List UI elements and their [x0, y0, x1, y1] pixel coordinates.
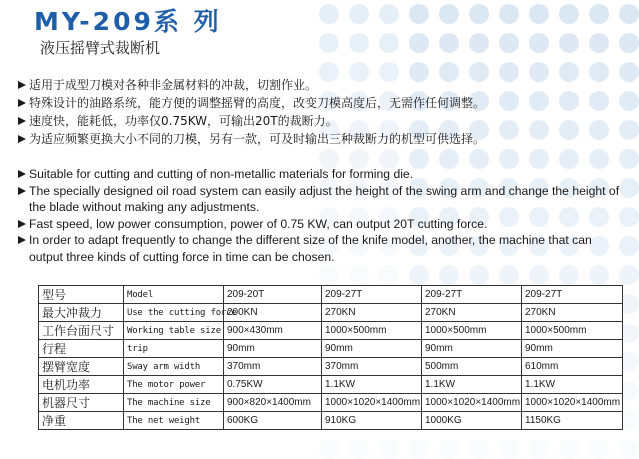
spec-label-cn: 摆臂宽度 [39, 358, 124, 376]
spec-label-cn: 行程 [39, 340, 124, 358]
spec-label-cn: 型号 [39, 286, 124, 304]
decorative-dot [469, 33, 489, 53]
english-feature-item: Fast speed, low power consumption, power of 0.75 KW, can output 20T cutting force. [18, 216, 628, 233]
decorative-dot [589, 4, 609, 24]
spec-value: 209-27T [522, 286, 623, 304]
spec-value: 1.1KW [322, 376, 422, 394]
spec-table-body [39, 286, 623, 430]
spec-value: 370mm [322, 358, 422, 376]
spec-value: 1.1KW [422, 376, 522, 394]
table-row [39, 286, 623, 304]
chinese-feature-item: 特殊设计的油路系统，能方便的调整摇臂的高度，改变刀模高度后，无需作任何调整。 [18, 94, 628, 112]
decorative-dot [589, 439, 609, 459]
spec-value: 270KN [322, 304, 422, 322]
english-feature-item: The specially designed oil road system can easily adjust the height of the swing arm and change the height of the blade without making any adjustments. [18, 183, 628, 216]
decorative-dot [349, 265, 369, 285]
decorative-dot [469, 265, 489, 285]
decorative-dot [559, 4, 579, 24]
english-feature-item: Suitable for cutting and cutting of non-metallic materials for forming die. [18, 166, 628, 183]
decorative-dot [319, 439, 339, 459]
decorative-dot [499, 439, 519, 459]
spec-value: 209-20T [224, 286, 322, 304]
spec-label-cn: 电机功率 [39, 376, 124, 394]
spec-label-cn: 工作台面尺寸 [39, 322, 124, 340]
decorative-dot [409, 439, 429, 459]
table-row [39, 358, 623, 376]
spec-label-en: The machine size [124, 394, 224, 412]
spec-value: 200KN [224, 304, 322, 322]
decorative-dot [349, 4, 369, 24]
page-subtitle: 液压摇臂式裁断机 [40, 39, 161, 57]
decorative-dot [469, 4, 489, 24]
table-row [39, 412, 623, 430]
spec-value: 1.1KW [522, 376, 623, 394]
decorative-dot [559, 265, 579, 285]
spec-value: 270KN [522, 304, 623, 322]
chinese-feature-list [18, 76, 628, 148]
spec-table [38, 285, 623, 430]
spec-label-en: trip [124, 340, 224, 358]
chinese-feature-item: 为适应频繁更换大小不同的刀模，另有一款，可及时输出三种裁断力的机型可供选择。 [18, 130, 628, 148]
decorative-dot [499, 33, 519, 53]
page-title: MY-209系 列 [34, 7, 222, 36]
decorative-dot [529, 4, 549, 24]
table-row [39, 376, 623, 394]
spec-value: 910KG [322, 412, 422, 430]
decorative-dot [409, 4, 429, 24]
spec-value: 90mm [422, 340, 522, 358]
spec-label-cn: 机器尺寸 [39, 394, 124, 412]
bullet-triangle-icon [18, 187, 26, 195]
chinese-feature-item: 适用于成型刀模对各种非金属材料的冲裁，切割作业。 [18, 76, 628, 94]
decorative-dot [319, 265, 339, 285]
decorative-dot [439, 265, 459, 285]
decorative-dot [379, 33, 399, 53]
spec-value: 370mm [224, 358, 322, 376]
spec-value: 600KG [224, 412, 322, 430]
decorative-dot [319, 4, 339, 24]
bullet-triangle-icon [18, 236, 26, 244]
spec-value: 1000KG [422, 412, 522, 430]
decorative-dot [499, 265, 519, 285]
spec-value: 1000×1020×1400mm [522, 394, 623, 412]
spec-value: 0.75KW [224, 376, 322, 394]
table-row [39, 304, 623, 322]
decorative-dot [439, 439, 459, 459]
bullet-triangle-icon [18, 99, 26, 107]
spec-value: 1000×1020×1400mm [322, 394, 422, 412]
bullet-triangle-icon [18, 117, 26, 125]
decorative-dot [589, 33, 609, 53]
bullet-triangle-icon [18, 135, 26, 143]
spec-value: 1000×500mm [422, 322, 522, 340]
spec-label-en: Use the cutting force [124, 304, 224, 322]
spec-value: 500mm [422, 358, 522, 376]
spec-value: 900×430mm [224, 322, 322, 340]
english-feature-item: In order to adapt frequently to change the different size of the knife model, another, the machine that can output three kinds of cutting force in time can be chosen. [18, 232, 628, 265]
spec-value: 1000×500mm [322, 322, 422, 340]
spec-label-en: Working table size [124, 322, 224, 340]
decorative-dot [379, 4, 399, 24]
decorative-dot [559, 33, 579, 53]
table-row [39, 340, 623, 358]
decorative-dot [469, 439, 489, 459]
chinese-feature-item: 速度快，能耗低，功率仅0.75KW，可输出20T的裁断力。 [18, 112, 628, 130]
decorative-dot [619, 439, 639, 459]
bullet-triangle-icon [18, 220, 26, 228]
spec-label-en: The motor power [124, 376, 224, 394]
bullet-triangle-icon [18, 81, 26, 89]
decorative-dot [559, 439, 579, 459]
spec-value: 1000×1020×1400mm [422, 394, 522, 412]
decorative-dot [439, 33, 459, 53]
spec-label-cn: 净重 [39, 412, 124, 430]
spec-value: 900×820×1400mm [224, 394, 322, 412]
spec-value: 1150KG [522, 412, 623, 430]
decorative-dot [409, 33, 429, 53]
spec-value: 610mm [522, 358, 623, 376]
spec-label-cn: 最大冲裁力 [39, 304, 124, 322]
decorative-dot [379, 439, 399, 459]
decorative-dot [529, 33, 549, 53]
english-feature-list [18, 166, 628, 265]
decorative-dot [499, 4, 519, 24]
table-row [39, 394, 623, 412]
decorative-dot [529, 265, 549, 285]
decorative-dot [319, 33, 339, 53]
decorative-dot [439, 4, 459, 24]
decorative-dot [529, 439, 549, 459]
decorative-dot [619, 33, 639, 53]
spec-label-en: The net weight [124, 412, 224, 430]
spec-value: 90mm [322, 340, 422, 358]
decorative-dot [409, 265, 429, 285]
decorative-dot [379, 265, 399, 285]
spec-value: 90mm [522, 340, 623, 358]
bullet-triangle-icon [18, 170, 26, 178]
spec-value: 270KN [422, 304, 522, 322]
decorative-dot [349, 33, 369, 53]
spec-label-en: Sway arm width [124, 358, 224, 376]
decorative-dot [589, 265, 609, 285]
decorative-dot [349, 439, 369, 459]
spec-value: 209-27T [422, 286, 522, 304]
decorative-dot [619, 4, 639, 24]
spec-value: 209-27T [322, 286, 422, 304]
spec-value: 1000×500mm [522, 322, 623, 340]
table-row [39, 322, 623, 340]
spec-label-en: Model [124, 286, 224, 304]
decorative-dot [619, 265, 639, 285]
spec-value: 90mm [224, 340, 322, 358]
